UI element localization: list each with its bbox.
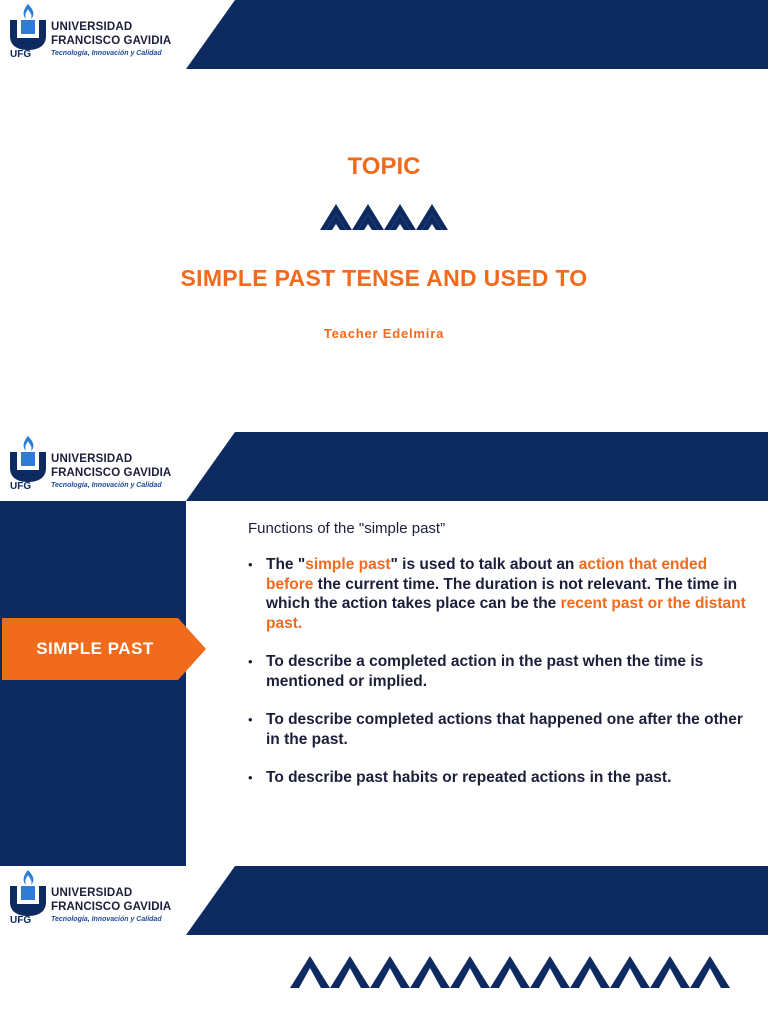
zigzag-peak <box>410 956 450 988</box>
bullet-icon: • <box>248 557 253 572</box>
logo-line-1: UNIVERSIDAD <box>51 453 133 465</box>
zigzag-peak <box>530 956 570 988</box>
logo-tagline: Tecnología, Innovación y Calidad <box>51 50 162 57</box>
title-slide <box>0 0 768 432</box>
zigzag-peak <box>690 956 730 988</box>
university-logo <box>4 2 180 64</box>
third-slide <box>0 866 768 1024</box>
bullet-icon: • <box>248 654 253 669</box>
logo-line-2: FRANCISCO GAVIDIA <box>51 35 172 47</box>
header-bar <box>0 0 768 69</box>
zigzag-peak <box>650 956 690 988</box>
university-logo <box>4 868 180 930</box>
zigzag-peak <box>610 956 650 988</box>
slide-title: SIMPLE PAST TENSE AND USED TO <box>180 265 588 291</box>
zigzag-peak <box>330 956 370 988</box>
zigzag-peak <box>370 956 410 988</box>
list-item: • To describe completed actions that happened one after the other in the past. <box>248 711 743 748</box>
topic-label: TOPIC <box>347 153 421 180</box>
highlight-text: action that ended before <box>266 556 708 593</box>
header-bar <box>0 866 768 935</box>
content-area <box>248 520 748 807</box>
logo-abbr: UFG <box>10 49 32 60</box>
zigzag-peak <box>450 956 490 988</box>
logo-line-1: UNIVERSIDAD <box>51 887 133 899</box>
zigzag-decoration <box>320 200 448 234</box>
list-item: • To describe a completed action in the past when the time is mentioned or implied. <box>248 653 704 690</box>
section-badge-label: SIMPLE PAST <box>36 639 154 658</box>
header-bar <box>0 432 768 501</box>
logo-line-2: FRANCISCO GAVIDIA <box>51 467 172 479</box>
content-slide <box>0 432 768 866</box>
bullet-list <box>248 555 748 788</box>
highlight-text: recent past or the distant past. <box>266 595 746 632</box>
logo-line-2: FRANCISCO GAVIDIA <box>51 901 172 913</box>
logo-tagline: Tecnología, Innovación y Calidad <box>51 916 162 923</box>
zigzag-peak <box>490 956 530 988</box>
teacher-name: Teacher Edelmira <box>323 326 445 341</box>
left-panel <box>0 501 186 866</box>
zigzag-peak <box>290 956 330 988</box>
content-heading: Functions of the "simple past” <box>248 520 446 537</box>
list-item: • The "simple past" is used to talk about an action that ended before the current time. The duration is not relevant. The time in which the action takes place can be the recent past or the distant past. <box>248 556 746 632</box>
list-item: • To describe past habits or repeated actions in the past. <box>248 769 672 786</box>
logo-tagline: Tecnología, Innovación y Calidad <box>51 482 162 489</box>
zigzag-peak <box>570 956 610 988</box>
logo-abbr: UFG <box>10 915 32 926</box>
bullet-icon: • <box>248 770 253 785</box>
bullet-icon: • <box>248 712 253 727</box>
logo-abbr: UFG <box>10 481 32 492</box>
university-logo <box>4 434 180 496</box>
zigzag-decoration <box>290 952 738 992</box>
logo-line-1: UNIVERSIDAD <box>51 21 133 33</box>
highlight-text: simple past <box>305 556 391 573</box>
